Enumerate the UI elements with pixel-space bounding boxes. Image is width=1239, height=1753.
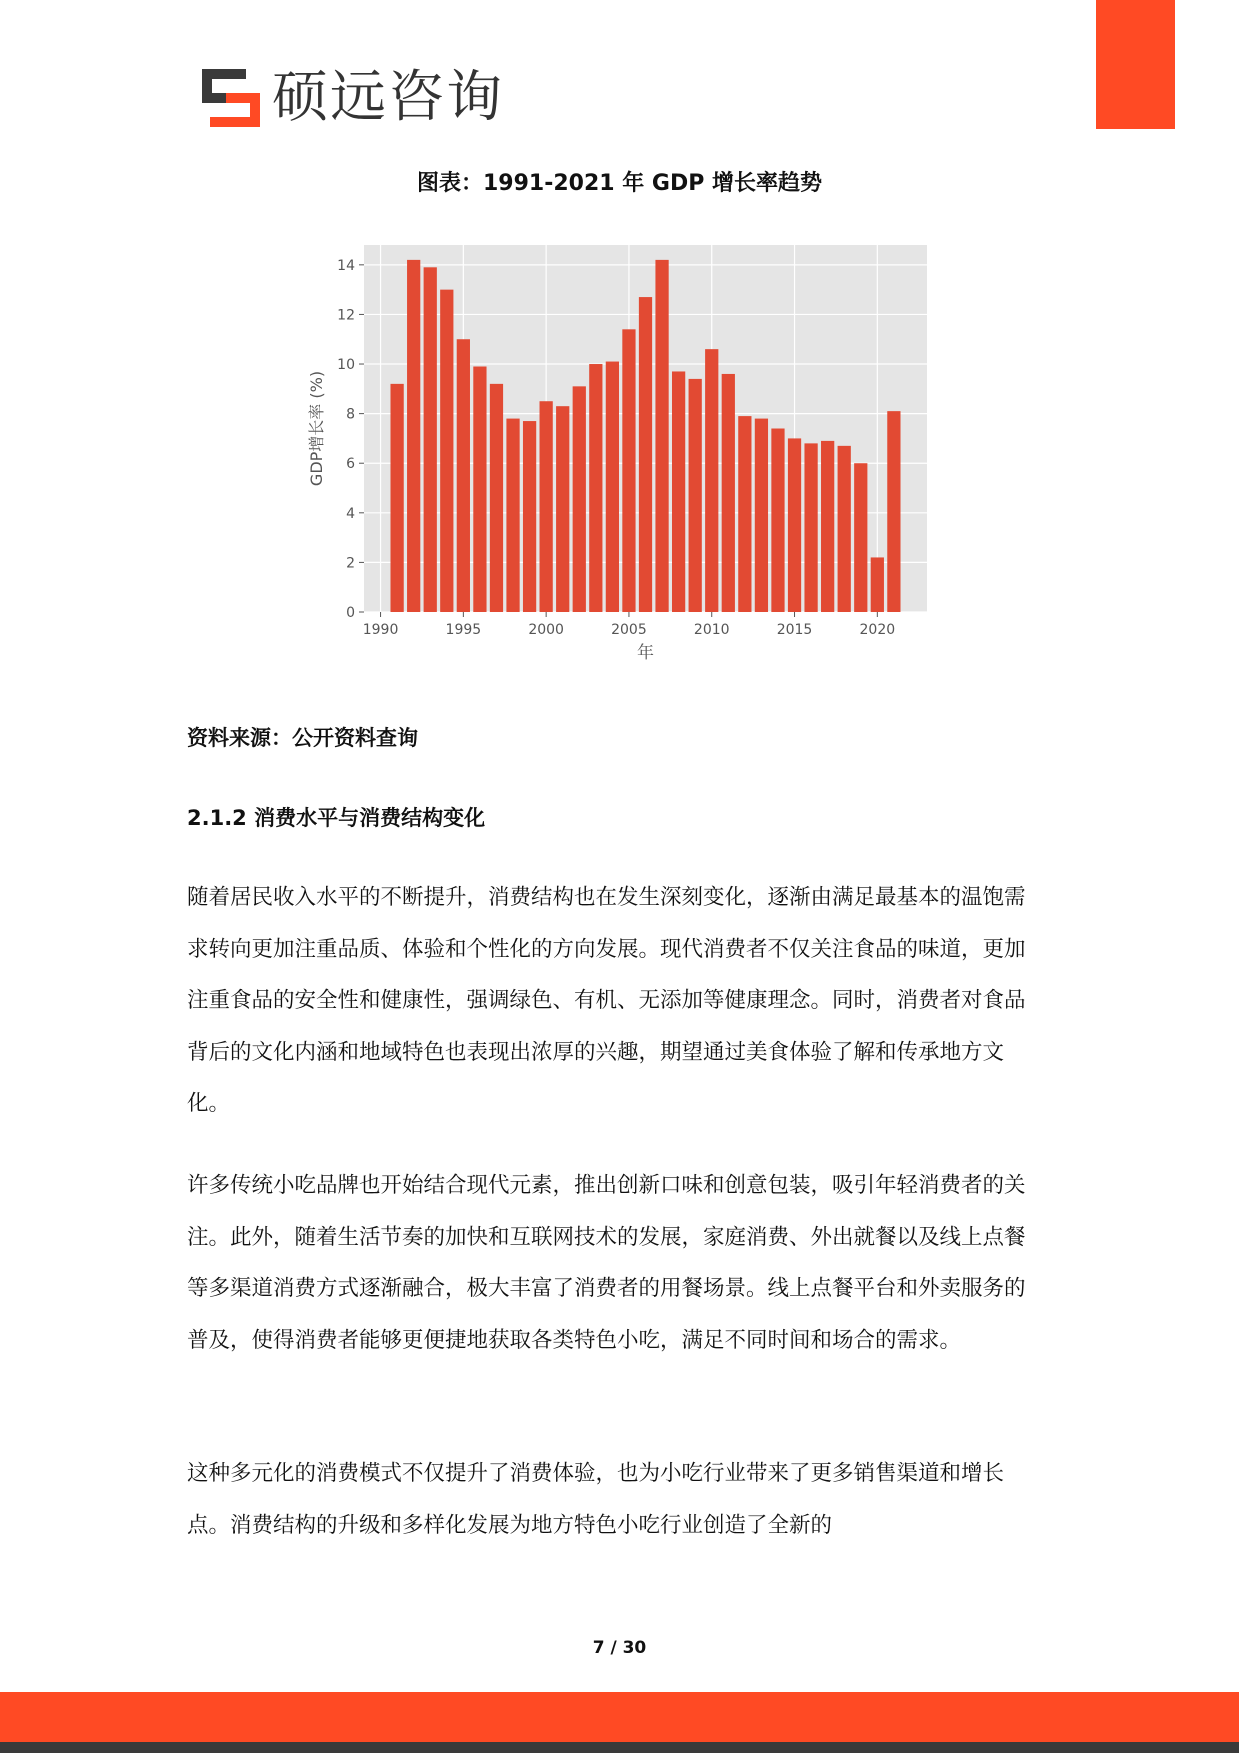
figure-title: 图表：1991-2021 年 GDP 增长率趋势: [416, 171, 822, 196]
bar-1999: [523, 421, 536, 612]
s-logo-icon: [202, 69, 260, 127]
bar-2004: [606, 362, 619, 612]
bar-1995: [457, 339, 470, 612]
bar-2009: [689, 379, 702, 612]
bar-2015: [788, 438, 801, 612]
section-heading: 2.1.2 消费水平与消费结构变化: [187, 806, 486, 830]
bar-2014: [771, 429, 784, 613]
page-number: 7 / 30: [592, 1638, 647, 1658]
x-tick-label: 2015: [776, 622, 813, 638]
bar-2002: [573, 386, 586, 612]
paragraph-3: 这种多元化的消费模式不仅提升了消费体验，也为小吃行业带来了更多销售渠道和增长点。消费结构的升级和多样化发展为地方特色小吃行业创造了全新的: [187, 1461, 1005, 1538]
y-tick-label: 6: [346, 456, 355, 473]
bar-2006: [639, 297, 652, 612]
y-tick-label: 14: [337, 257, 355, 274]
bar-2011: [722, 374, 735, 612]
bar-2001: [556, 406, 569, 612]
bar-1997: [490, 384, 503, 612]
y-tick-label: 12: [337, 307, 355, 324]
bar-2003: [589, 364, 602, 612]
source-note: 资料来源：公开资料查询: [187, 726, 418, 750]
bar-1994: [440, 290, 453, 612]
brand-logo: [202, 66, 504, 130]
x-tick-label: 2010: [693, 622, 730, 638]
x-axis-label: 年: [637, 643, 654, 663]
footer-band: [0, 1692, 1239, 1742]
bar-2016: [804, 443, 817, 612]
y-tick-label: 10: [337, 357, 355, 374]
brand-name: 硕远咨询: [272, 65, 504, 130]
y-tick-label: 0: [346, 605, 355, 621]
paragraph-2: 许多传统小吃品牌也开始结合现代元素，推出创新口味和创意包装，吸引年轻消费者的关注。此外，随着生活节奏的加快和互联网技术的发展，家庭消费、外出就餐以及线上点餐等多渠道消费方式逐渐融合，极大丰富了消费者的用餐场景。线上点餐平台和外卖服务的普及，使得消费者能够更便捷地获取各类特色小吃，满足不同时间和场合的需求。: [187, 1173, 1026, 1353]
bar-2007: [655, 260, 668, 612]
x-tick-label: 2020: [859, 622, 896, 638]
bar-2005: [622, 329, 635, 612]
bar-1993: [424, 267, 437, 612]
bar-2017: [821, 441, 834, 612]
bar-2018: [838, 446, 851, 612]
bar-1991: [390, 384, 403, 612]
bar-2013: [755, 419, 768, 612]
bar-2012: [738, 416, 751, 612]
y-axis-label: GDP增长率 (%): [307, 370, 326, 487]
x-tick-label: 1990: [362, 622, 399, 638]
y-tick-label: 2: [346, 555, 355, 572]
bar-2019: [854, 463, 867, 612]
corner-accent-block: [1096, 0, 1175, 129]
x-tick-label: 2000: [528, 622, 564, 638]
footer-dark-strip: [0, 1742, 1239, 1753]
bar-2010: [705, 349, 718, 612]
y-tick-label: 4: [346, 505, 355, 522]
bar-1996: [473, 367, 486, 612]
bar-1992: [407, 260, 420, 612]
x-tick-label: 1995: [445, 622, 482, 638]
x-tick-label: 2005: [611, 622, 647, 638]
bar-2008: [672, 371, 685, 612]
bar-2021: [887, 411, 900, 612]
paragraph-1: 随着居民收入水平的不断提升，消费结构也在发生深刻变化，逐渐由满足最基本的温饱需求转向更加注重品质、体验和个性化的方向发展。现代消费者不仅关注食品的味道，更加注重食品的安全性和健康性，强调绿色、有机、无添加等健康理念。同时，消费者对食品背后的文化内涵和地域特色也表现出浓厚的兴趣，期望通过美食体验了解和传承地方文化。: [187, 885, 1026, 1116]
bar-1998: [506, 419, 519, 612]
bar-2020: [871, 557, 884, 612]
gdp-growth-bar-chart: [300, 238, 940, 668]
bar-2000: [540, 401, 553, 612]
y-tick-label: 8: [346, 406, 355, 423]
